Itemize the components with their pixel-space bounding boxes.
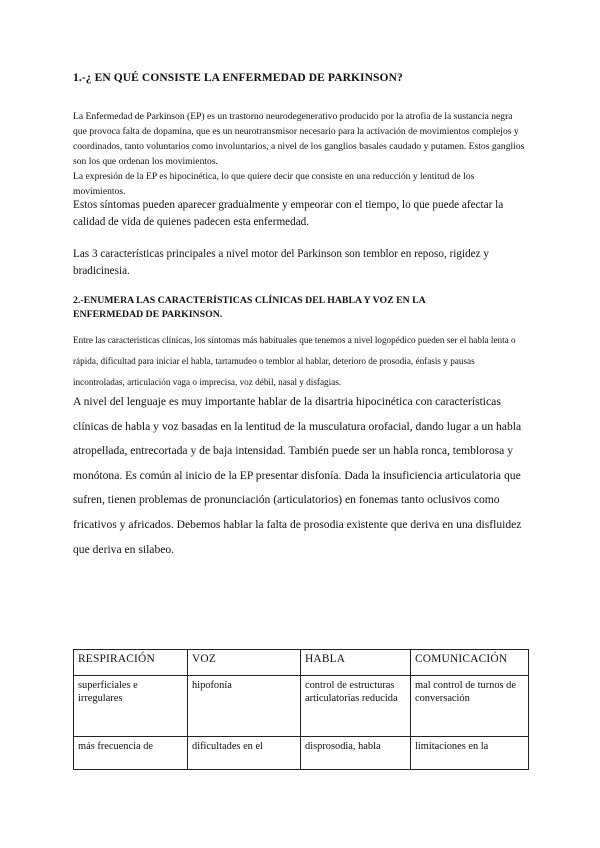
section-1-paragraph-1: La Enfermedad de Parkinson (EP) es un trastorno neurodegenerativo producido por la atrofia de la sustancia negra que provoca falta de dopamina, que es un neurotransmisor necesario para la activación de movimientos complejos y coordinados, tanto voluntarios como involuntarios, a nivel de los ganglios basales caudado y putamen. Estos ganglios son los que ordenan los movimientos. [73, 111, 525, 167]
section-2-paragraph-1: Entre las características clínicas, los síntomas más habituales que tenemos a nivel logopédico pueden ser el habla lenta o rápida, dificultad para iniciar el habla, tartamudeo o temblor al hablar, deterioro de prosodia, énfasis y pausas incontroladas, articulación vaga o imprecisa, voz débil, nasal y disfagias. [73, 335, 516, 387]
table-cell: más frecuencia de [74, 737, 188, 770]
table-cell: limitaciones en la [411, 737, 529, 770]
table-header-cell: RESPIRACIÓN [74, 650, 188, 676]
table-header-cell: VOZ [188, 650, 301, 676]
section-2-paragraph-2: A nivel del lenguaje es muy importante hablar de la disartria hipocinética con características clínicas de habla y voz basadas en la lentitud de la musculatura orofacial, dando lugar a un habla atropellada, entrecortada y de baja intensidad. También puede ser un habla ronca, temblorosa y monótona. Es común al inicio de la EP presentar disfonía. Dada la insuficiencia articulatoria que sufren, tienen problemas de pronunciación (articulatorios) en fonemas tanto oclusivos como fricativos y africados. Debemos hablar la falta de prosodia existente que deriva en una disfluidez que deriva en silabeo. [73, 395, 522, 556]
table-row [74, 676, 529, 737]
section-1-paragraph-2: La expresión de la EP es hipocinética, lo que quiere decir que consiste en una reducción y lentitud de los movimientos. [73, 171, 475, 197]
table-cell: disprosodia, habla [301, 737, 411, 770]
table-cell: hipofonía [188, 676, 301, 737]
table-cell: mal control de turnos de conversación [411, 676, 529, 737]
table-header-cell: HABLA [301, 650, 411, 676]
table-header-row [74, 650, 529, 676]
table-cell: control de estructuras articulatorias reducida [301, 676, 411, 737]
section-1-paragraph-3: Estos síntomas pueden aparecer gradualmente y empeorar con el tiempo, lo que puede afectar la calidad de vida de quienes padecen esta enfermedad. [73, 199, 504, 228]
section-1-title: 1.-¿ EN QUÉ CONSISTE LA ENFERMEDAD DE PARKINSON? [73, 72, 403, 84]
table-header-cell: COMUNICACIÓN [411, 650, 529, 676]
table-cell: superficiales e irregulares [74, 676, 188, 737]
section-1-paragraph-4: Las 3 características principales a nivel motor del Parkinson son temblor en reposo, rigidez y bradicinesia. [73, 248, 489, 277]
section-2-title: 2.-ENUMERA LAS CARACTERÍSTICAS CLÍNICAS DEL HABLA Y VOZ EN LA ENFERMEDAD DE PARKINSON. [73, 295, 426, 320]
clinical-characteristics-table [73, 649, 529, 770]
table-row [74, 737, 529, 770]
table-cell: dificultades en el [188, 737, 301, 770]
